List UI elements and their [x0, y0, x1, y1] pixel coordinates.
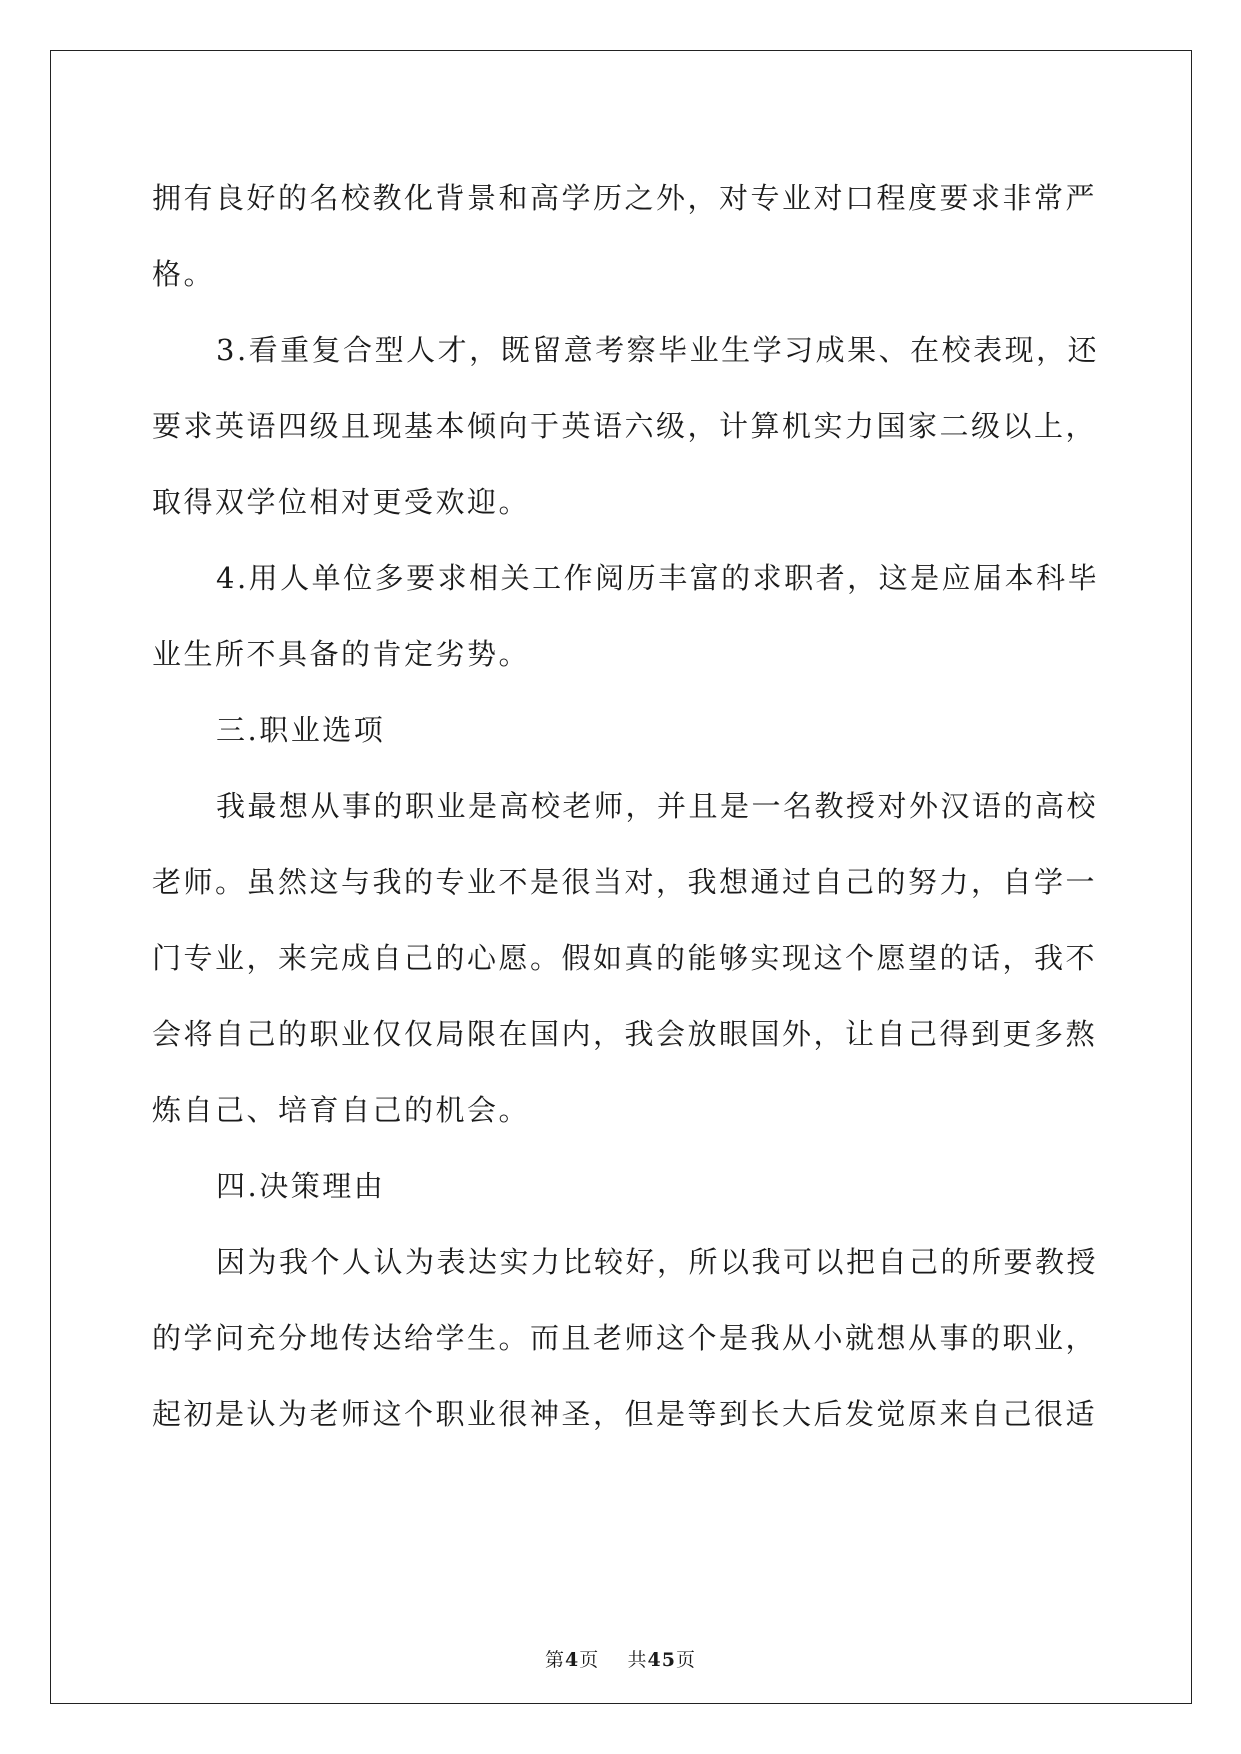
text-line: 会将自己的职业仅仅局限在国内，我会放眼国外，让自己得到更多熬 [152, 1017, 1098, 1051]
text-line: 因为我个人认为表达实力比较好，所以我可以把自己的所要教授 [216, 1245, 1099, 1279]
text-line: 4.用人单位多要求相关工作阅历丰富的求职者，这是应届本科毕 [216, 561, 1100, 595]
footer-prefix: 第 [545, 1649, 566, 1671]
text-line: 业生所不具备的肯定劣势。 [152, 637, 531, 671]
current-page-number: 4 [565, 1649, 580, 1671]
footer-page-suffix: 页 [579, 1649, 600, 1671]
text-line: 起初是认为老师这个职业很神圣，但是等到长大后发觉原来自己很适 [152, 1397, 1098, 1431]
footer-total-prefix: 共 [627, 1649, 648, 1671]
text-line: 3.看重复合型人才，既留意考察毕业生学习成果、在校表现，还 [216, 333, 1100, 367]
text-line: 格。 [152, 257, 216, 291]
text-line: 老师。虽然这与我的专业不是很当对，我想通过自己的努力，自学一 [152, 865, 1098, 899]
text-line: 门专业，来完成自己的心愿。假如真的能够实现这个愿望的话，我不 [152, 941, 1098, 975]
footer-total-suffix: 页 [675, 1649, 696, 1671]
text-line: 要求英语四级且现基本倾向于英语六级，计算机实力国家二级以上， [152, 409, 1098, 443]
text-line: 拥有良好的名校教化背景和高学历之外，对专业对口程度要求非常严 [152, 181, 1098, 215]
document-body [152, 160, 1100, 1452]
text-line: 炼自己、培育自己的机会。 [152, 1093, 531, 1127]
section-heading: 三.职业选项 [216, 713, 386, 747]
total-pages-number: 45 [647, 1649, 676, 1671]
text-line: 我最想从事的职业是高校老师，并且是一名教授对外汉语的高校 [216, 789, 1099, 823]
page-footer [0, 1645, 1241, 1672]
text-line: 取得双学位相对更受欢迎。 [152, 485, 531, 519]
section-heading: 四.决策理由 [216, 1169, 386, 1203]
text-line: 的学问充分地传达给学生。而且老师这个是我从小就想从事的职业， [152, 1321, 1098, 1355]
